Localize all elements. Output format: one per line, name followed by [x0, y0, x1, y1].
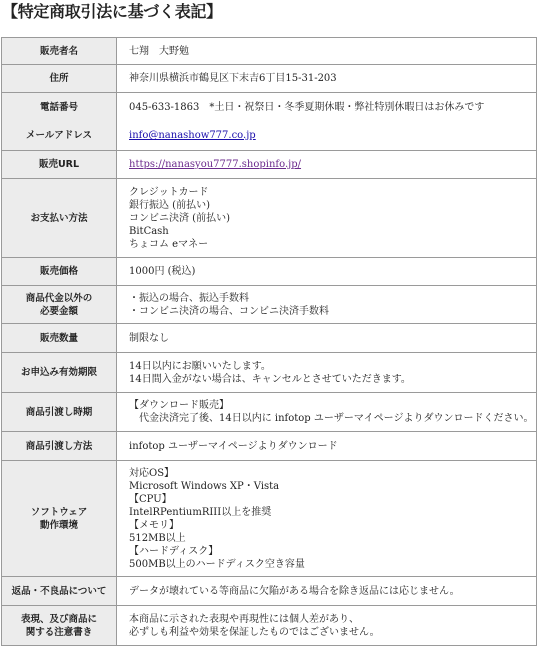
phone-label: 電話番号 [2, 93, 117, 122]
shop-url-link[interactable]: https://nanasyou7777.shopinfo.jp/ [129, 159, 302, 170]
requirement-line: 対応OS】 [129, 467, 175, 479]
disclaimer-label-line: 表現、及び商品に [20, 613, 97, 625]
email-link[interactable]: info@nanashow777.co.jp [129, 130, 256, 142]
quantity-value: 制限なし [117, 324, 537, 353]
price-value: 1000円 (税込) [117, 258, 537, 286]
phone-value: 045-633-1863 *土日・祝祭日・冬季夏期休暇・弊社特別休暇日はお休みです [117, 93, 537, 122]
requirement-line: 500MB以上のハードディスク空き容量 [129, 558, 305, 570]
requirement-line: 【CPU】 [129, 493, 172, 505]
table-row [2, 93, 537, 122]
table-row [2, 179, 537, 258]
seller-label: 販売者名 [2, 38, 117, 65]
payment-method: コンビニ決済 (前払い) [129, 212, 230, 224]
extra-fees-value [117, 286, 537, 324]
extra-fees-label-line: 商品代金以外の [25, 292, 93, 304]
disclaimer-value [117, 606, 537, 646]
disclaimer-line: 必ずしも利益や効果を保証したものではございません。 [129, 626, 380, 638]
payment-label: お支払い方法 [2, 179, 117, 258]
payment-method: ちょコム eマネー [129, 238, 209, 250]
requirements-label [2, 461, 117, 577]
requirement-line: Microsoft Windows XP・Vista [129, 480, 280, 492]
requirement-line: 【ハードディスク】 [129, 545, 219, 557]
table-row [2, 151, 537, 179]
table-row [2, 324, 537, 353]
disclaimer-label-line: 関する注意書き [25, 626, 93, 638]
table-row [2, 393, 537, 432]
requirement-line: 512MB以上 [129, 532, 186, 544]
quantity-label: 販売数量 [2, 324, 117, 353]
page-title: 【特定商取引法に基づく表記】 [2, 2, 222, 21]
table-row [2, 432, 537, 461]
delivery-time-value [117, 393, 537, 432]
payment-method: 銀行振込 (前払い) [129, 199, 210, 211]
extra-fee-item: ・振込の場合、振込手数料 [129, 292, 249, 304]
payment-method: クレジットカード [129, 186, 209, 198]
requirements-value [117, 461, 537, 577]
delivery-method-label: 商品引渡し方法 [2, 432, 117, 461]
legal-notice-table [1, 37, 537, 646]
payment-methods [117, 179, 537, 258]
validity-label: お申込み有効期限 [2, 353, 117, 393]
url-label: 販売URL [2, 151, 117, 179]
validity-value [117, 353, 537, 393]
payment-method: BitCash [129, 225, 169, 237]
requirement-line: 【メモリ】 [129, 519, 179, 531]
price-label: 販売価格 [2, 258, 117, 286]
table-row [2, 65, 537, 93]
requirement-line: IntelRPentiumRIII以上を推奨 [129, 506, 272, 518]
table-row [2, 577, 537, 606]
table-row [2, 286, 537, 324]
requirements-label-line: ソフトウェア [30, 506, 88, 518]
delivery-method-value: infotop ユーザーマイページよりダウンロード [117, 432, 537, 461]
table-row [2, 606, 537, 646]
disclaimer-label [2, 606, 117, 646]
table-row [2, 461, 537, 577]
requirements-label-line: 動作環境 [39, 519, 78, 531]
address-value: 神奈川県横浜市鶴見区下末吉6丁目15-31-203 [117, 65, 537, 93]
extra-fees-label-line: 必要金額 [39, 305, 78, 317]
seller-value: 七翔 大野勉 [117, 38, 537, 65]
disclaimer-line: 本商品に示された表現や再現性には個人差があり、 [129, 613, 359, 625]
table-row [2, 38, 537, 65]
table-row [2, 122, 537, 151]
returns-value: データが壊れている等商品に欠陥がある場合を除き返品には応じません。 [117, 577, 537, 606]
delivery-time-label: 商品引渡し時期 [2, 393, 117, 432]
validity-line: 14日間入金がない場合は、キャンセルとさせていただきます。 [129, 373, 411, 385]
table-row [2, 353, 537, 393]
extra-fees-label [2, 286, 117, 324]
email-label: メールアドレス [2, 122, 117, 151]
validity-line: 14日以内にお願いいたします。 [129, 360, 271, 372]
delivery-time-line: 代金決済完了後、14日以内に infotop ユーザーマイページよりダウンロードください。 [129, 413, 534, 424]
returns-label: 返品・不良品について [2, 577, 117, 606]
address-label: 住所 [2, 65, 117, 93]
table-row [2, 258, 537, 286]
delivery-time-line: 【ダウンロード販売】 [129, 400, 229, 411]
extra-fee-item: ・コンビニ決済の場合、コンビニ決済手数料 [129, 305, 329, 317]
